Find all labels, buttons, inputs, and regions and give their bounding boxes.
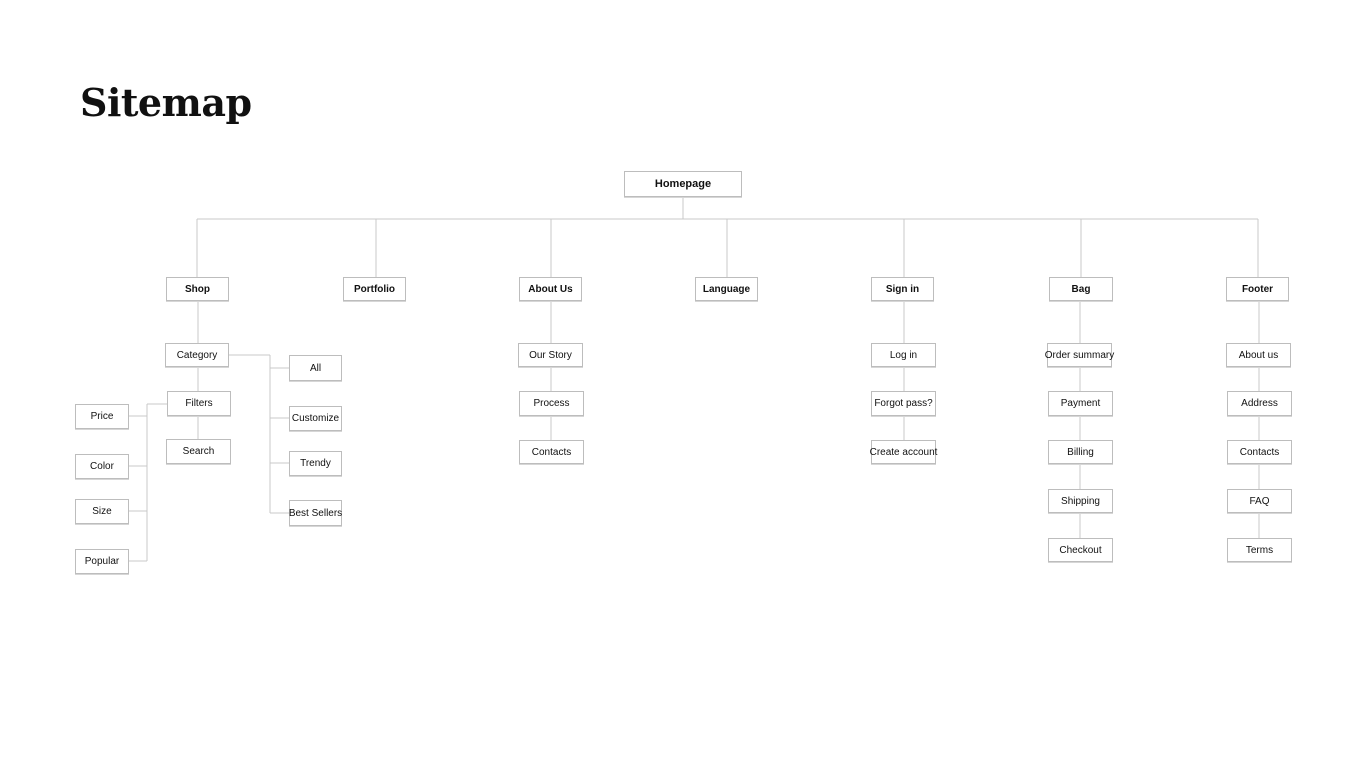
node-portfolio: Portfolio [343, 277, 406, 301]
node-trendy: Trendy [289, 451, 342, 476]
node-about-us: About Us [519, 277, 582, 301]
node-sign-in: Sign in [871, 277, 934, 301]
node-all: All [289, 355, 342, 381]
node-color: Color [75, 454, 129, 479]
node-about-us-footer: About us [1226, 343, 1291, 367]
node-shipping: Shipping [1048, 489, 1113, 513]
node-faq: FAQ [1227, 489, 1292, 513]
node-best-sellers: Best Sellers [289, 500, 342, 526]
node-checkout: Checkout [1048, 538, 1113, 562]
node-customize: Customize [289, 406, 342, 431]
node-search: Search [166, 439, 231, 464]
node-terms: Terms [1227, 538, 1292, 562]
node-footer-contacts: Contacts [1227, 440, 1292, 464]
node-shop: Shop [166, 277, 229, 301]
node-category: Category [165, 343, 229, 367]
node-footer: Footer [1226, 277, 1289, 301]
node-create-account: Create account [871, 440, 936, 464]
node-filters: Filters [167, 391, 231, 416]
node-order-summary: Order summary [1047, 343, 1112, 367]
node-price: Price [75, 404, 129, 429]
node-popular: Popular [75, 549, 129, 574]
node-forgot-pass: Forgot pass? [871, 391, 936, 416]
node-bag: Bag [1049, 277, 1113, 301]
node-payment: Payment [1048, 391, 1113, 416]
node-language: Language [695, 277, 758, 301]
node-about-contacts: Contacts [519, 440, 584, 464]
node-process: Process [519, 391, 584, 416]
page-title: Sitemap [80, 80, 252, 125]
node-billing: Billing [1048, 440, 1113, 464]
node-log-in: Log in [871, 343, 936, 367]
node-homepage: Homepage [624, 171, 742, 197]
node-address: Address [1227, 391, 1292, 416]
node-our-story: Our Story [518, 343, 583, 367]
node-size: Size [75, 499, 129, 524]
